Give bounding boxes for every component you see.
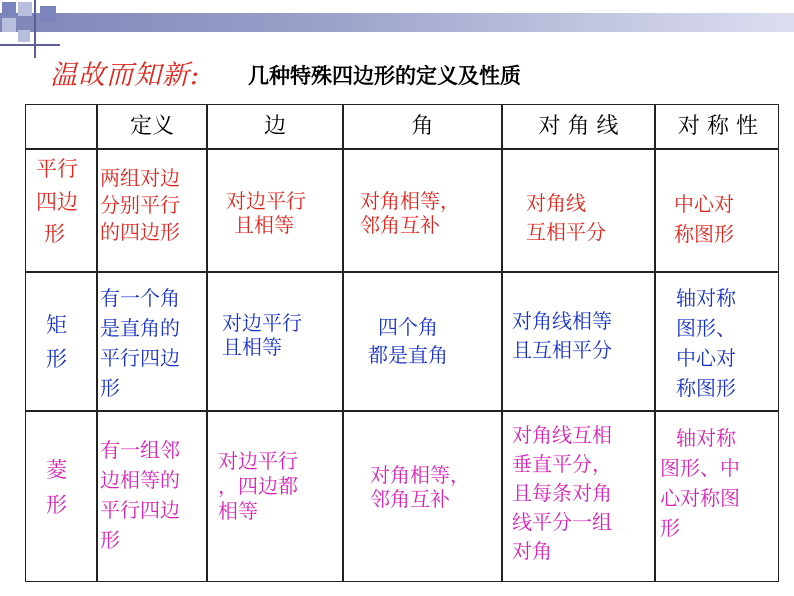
symmetry-rhombus — [660, 423, 740, 543]
heading-lead: 温故而知新: — [50, 60, 201, 91]
text-line: 称图形 — [676, 376, 736, 400]
decoration-square — [18, 2, 32, 16]
header-sides: 边 — [263, 114, 286, 139]
table-column-divider — [501, 105, 503, 581]
text-line: 对角相等， — [370, 463, 470, 487]
text-line: 平行四边 — [100, 498, 180, 522]
text-line: 形 — [100, 528, 120, 552]
header-angles: 角 — [411, 114, 434, 139]
angles-rectangle — [368, 313, 448, 369]
text-line: 对角相等， — [360, 189, 460, 213]
text-line: 且相等 — [222, 335, 282, 359]
properties-table — [25, 104, 779, 582]
text-line: 对角线相等 — [512, 309, 612, 333]
text-line: 对边平行 — [222, 311, 302, 335]
text-line: 轴对称 — [676, 426, 736, 450]
angles-parallelogram — [360, 189, 460, 237]
text-line: 形 — [660, 516, 680, 540]
text-line: ，四边都 — [218, 474, 298, 498]
text-line: 的四边形 — [100, 220, 180, 244]
diagonals-parallelogram — [526, 189, 606, 247]
text-line: 线平分一组 — [512, 510, 612, 534]
text-line: 对角线 — [526, 191, 586, 215]
text-line: 两组对边 — [100, 166, 180, 190]
sides-parallelogram — [226, 189, 306, 237]
row-name-parallelogram — [36, 153, 78, 251]
text-line: 对角 — [512, 539, 552, 563]
table-column-divider — [96, 105, 98, 581]
symmetry-rectangle — [676, 283, 736, 403]
definition-rhombus — [100, 435, 180, 555]
text-line: 对边平行 — [218, 449, 298, 473]
text-line: 称图形 — [674, 222, 734, 246]
text-line: 中心对 — [674, 192, 734, 216]
angles-rhombus — [370, 463, 470, 511]
decoration-square — [2, 18, 16, 32]
table-row-divider — [26, 410, 778, 412]
row-name-line: 形 — [46, 346, 67, 371]
text-line: 是直角的 — [100, 316, 180, 340]
diagonals-rhombus — [512, 421, 612, 566]
table-column-divider — [342, 105, 344, 581]
text-line: 垂直平分， — [512, 452, 612, 476]
symmetry-parallelogram — [674, 189, 734, 249]
decoration-vertical-line — [34, 0, 36, 58]
text-line: 有一组邻 — [100, 438, 180, 462]
row-name-line: 形 — [46, 492, 67, 517]
text-line: 都是直角 — [368, 343, 448, 367]
table-row-divider — [26, 271, 778, 273]
text-line: 边相等的 — [100, 468, 180, 492]
text-line: 图形、 — [676, 316, 736, 340]
page-title: 几种特殊四边形的定义及性质 — [248, 64, 521, 88]
header-symmetry: 对 称 性 — [678, 114, 758, 139]
row-name-line: 矩 — [46, 313, 67, 337]
text-line: 对角线互相 — [512, 423, 612, 447]
decoration-horizontal-line — [0, 44, 60, 46]
row-name-rectangle — [46, 309, 67, 376]
text-line: 互相平分 — [526, 220, 606, 244]
row-name-line: 形 — [44, 222, 65, 247]
text-line: 且相等 — [234, 213, 294, 237]
sides-rhombus — [218, 449, 298, 524]
text-line: 且互相平分 — [512, 338, 612, 362]
text-line: 对边平行 — [226, 189, 306, 213]
text-line: 平行四边 — [100, 346, 180, 370]
header-diagonals: 对 角 线 — [538, 114, 619, 139]
row-name-line: 菱 — [46, 458, 67, 482]
row-name-rhombus — [46, 453, 67, 522]
text-line: 相等 — [218, 499, 258, 523]
text-line: 且每条对角 — [512, 481, 612, 505]
table-column-divider — [206, 105, 208, 581]
diagonals-rectangle — [512, 307, 612, 365]
row-name-line: 平行 — [36, 157, 78, 181]
text-line: 四个角 — [378, 315, 438, 339]
text-line: 轴对称 — [676, 286, 736, 310]
definition-parallelogram — [100, 165, 180, 246]
row-name-line: 四边 — [36, 189, 78, 214]
text-line: 邻角互补 — [370, 487, 450, 511]
text-line: 图形、中 — [660, 456, 740, 480]
text-line: 邻角互补 — [360, 213, 440, 237]
table-column-divider — [654, 105, 656, 581]
text-line: 心对称图 — [660, 486, 740, 510]
text-line: 有一个角 — [100, 286, 180, 310]
text-line: 形 — [100, 376, 120, 400]
table-row-divider — [26, 148, 778, 150]
title-decoration-bar — [0, 13, 794, 32]
sides-rectangle — [222, 311, 302, 359]
text-line: 分别平行 — [100, 193, 180, 217]
decoration-square — [18, 30, 30, 42]
text-line: 中心对 — [676, 346, 736, 370]
definition-rectangle — [100, 283, 180, 403]
decoration-square — [2, 2, 16, 16]
header-definition: 定义 — [129, 114, 174, 139]
decoration-square — [40, 6, 56, 22]
